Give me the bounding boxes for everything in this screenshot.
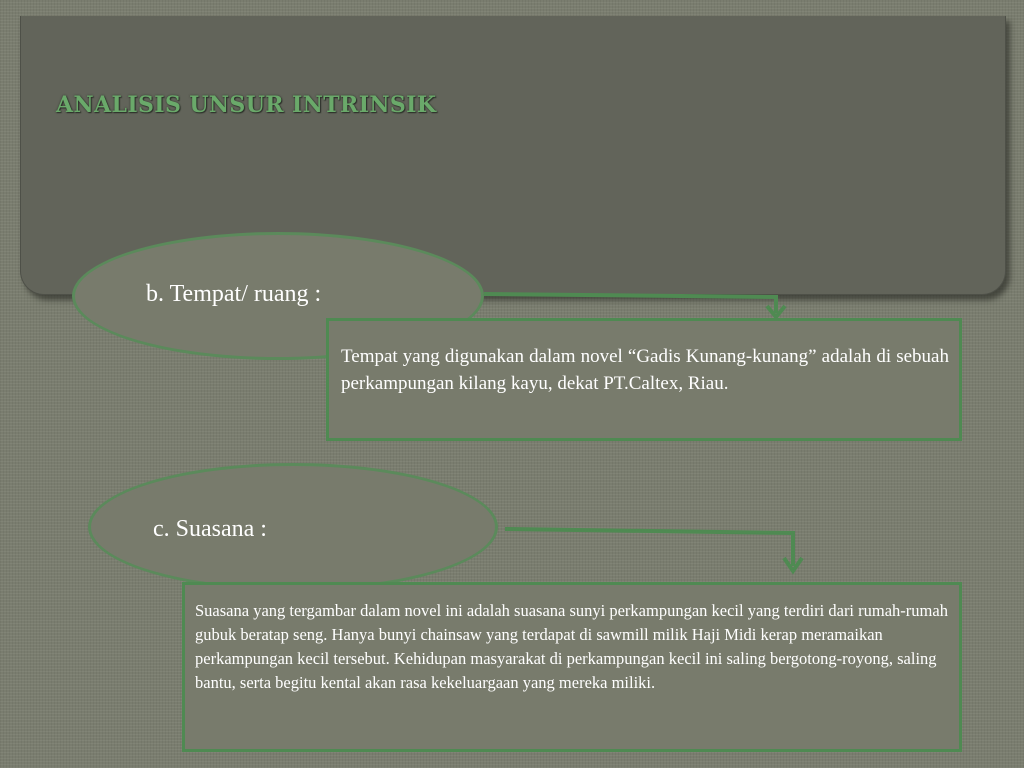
label-tempat-ruang: b. Tempat/ ruang : xyxy=(146,281,322,307)
oval-suasana xyxy=(88,463,498,591)
slide-title: ANALISIS UNSUR INTRINSIK xyxy=(56,92,437,118)
description-box-suasana xyxy=(182,582,962,752)
description-text-tempat: Tempat yang digunakan dalam novel “Gadis Kunang-kunang” adalah di sebuah perkampungan kilang kayu, dekat PT.Caltex, Riau. xyxy=(341,346,949,394)
description-box-tempat xyxy=(326,318,962,441)
arrow-tempat xyxy=(484,294,785,317)
label-suasana: c. Suasana : xyxy=(153,516,267,542)
arrow-suasana xyxy=(505,529,802,571)
description-text-suasana: Suasana yang tergambar dalam novel ini adalah suasana sunyi perkampungan kecil yang terdiri dari rumah-rumah gubuk beratap seng. Hanya bunyi chainsaw yang terdapat di sawmill milik Haji Midi kerap meramaikan perkampungan kecil tersebut. Kehidupan masyarakat di perkampungan kecil ini saling bergotong-royong, saling bantu, serta begitu kental akan rasa kekeluargaan yang mereka miliki. xyxy=(195,601,948,692)
